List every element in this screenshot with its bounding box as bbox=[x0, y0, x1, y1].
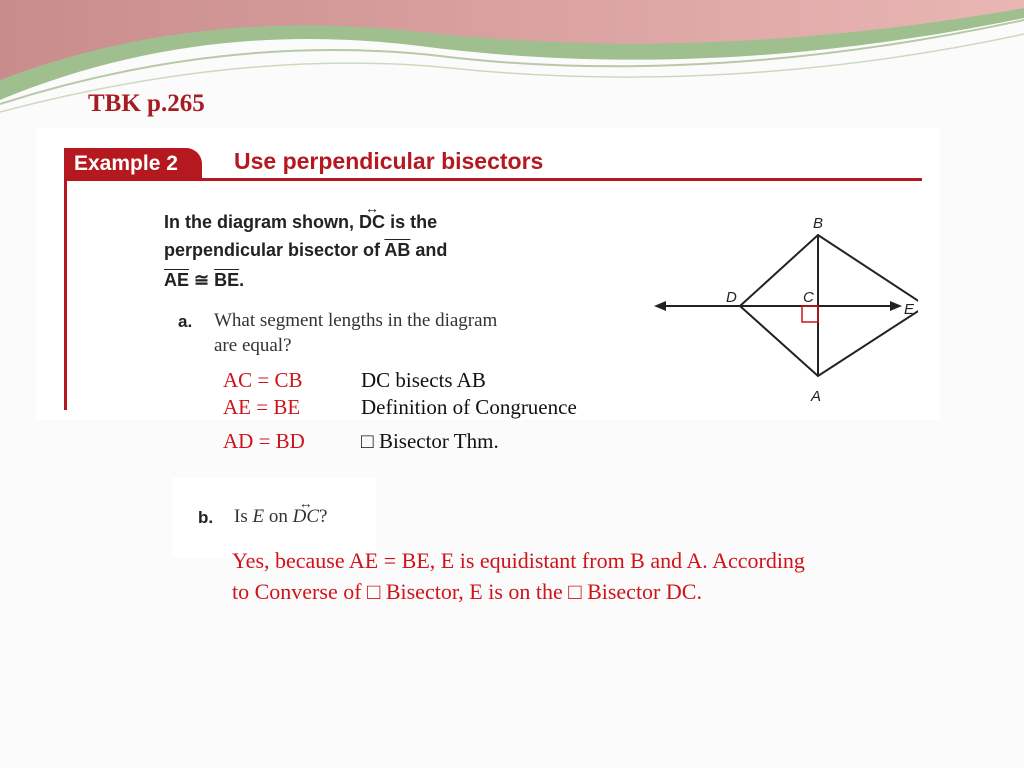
prompt-line-2: perpendicular bisector of $\overline{AB}$ and bbox=[164, 240, 448, 260]
answer-row-1-reason: DC bisects AB bbox=[361, 368, 486, 392]
ray-dc-b: ↔ DC bbox=[293, 504, 319, 529]
placeholder-glyph: □ bbox=[361, 429, 374, 453]
placeholder-glyph: □ bbox=[568, 579, 582, 604]
answer-row-3-reason: □ Bisector Thm. bbox=[361, 429, 499, 453]
label-e: E bbox=[904, 301, 915, 318]
label-b: B bbox=[813, 215, 824, 232]
prompt-line-1: In the diagram shown, ↔ DC is the bbox=[164, 212, 437, 233]
answer-row-1-statement: AC = CB bbox=[223, 368, 303, 392]
right-angle-mark bbox=[802, 306, 818, 322]
example-left-rule bbox=[64, 148, 67, 410]
label-c: C bbox=[803, 289, 814, 306]
kite-diagram bbox=[648, 214, 918, 406]
answer-row-2-statement: AE = BE bbox=[223, 395, 301, 419]
part-b-label: b. bbox=[198, 508, 214, 527]
part-b-question: Is E on ↔ DC? bbox=[234, 504, 327, 529]
part-a-label: a. bbox=[178, 312, 193, 331]
label-d: D bbox=[726, 289, 737, 306]
arrowhead-left bbox=[654, 301, 666, 311]
example-heading: Use perpendicular bisectors bbox=[234, 148, 544, 174]
prompt-line-3: $\overline{AE}$ ≅ $\overline{BE}$. bbox=[164, 270, 245, 290]
segment-be: $\overline{BE}$ bbox=[214, 270, 240, 290]
placeholder-glyph: □ bbox=[367, 579, 381, 604]
label-a: A bbox=[811, 388, 822, 405]
diagram-figure bbox=[658, 235, 918, 376]
answer-row-2-reason: Definition of Congruence bbox=[361, 395, 577, 419]
example-badge: Example 2 bbox=[64, 148, 202, 180]
answer-row-3-statement: AD = BD bbox=[223, 429, 305, 453]
example-panel bbox=[36, 128, 940, 420]
segment-ab: $\overline{AB}$ bbox=[384, 240, 411, 260]
answer-part-b: Yes, because AE = BE, E is equidistant from B and A. According to Converse of □ Bisector, E is on the □ Bisector DC. bbox=[232, 548, 805, 604]
part-a-question: What segment lengths in the diagram are equal? bbox=[214, 310, 498, 356]
arrowhead-right bbox=[890, 301, 902, 311]
segment-ae: $\overline{AE}$ bbox=[164, 270, 190, 290]
slide-title: TBK p.265 bbox=[88, 90, 205, 117]
ray-dc: ↔ DC bbox=[359, 212, 385, 233]
